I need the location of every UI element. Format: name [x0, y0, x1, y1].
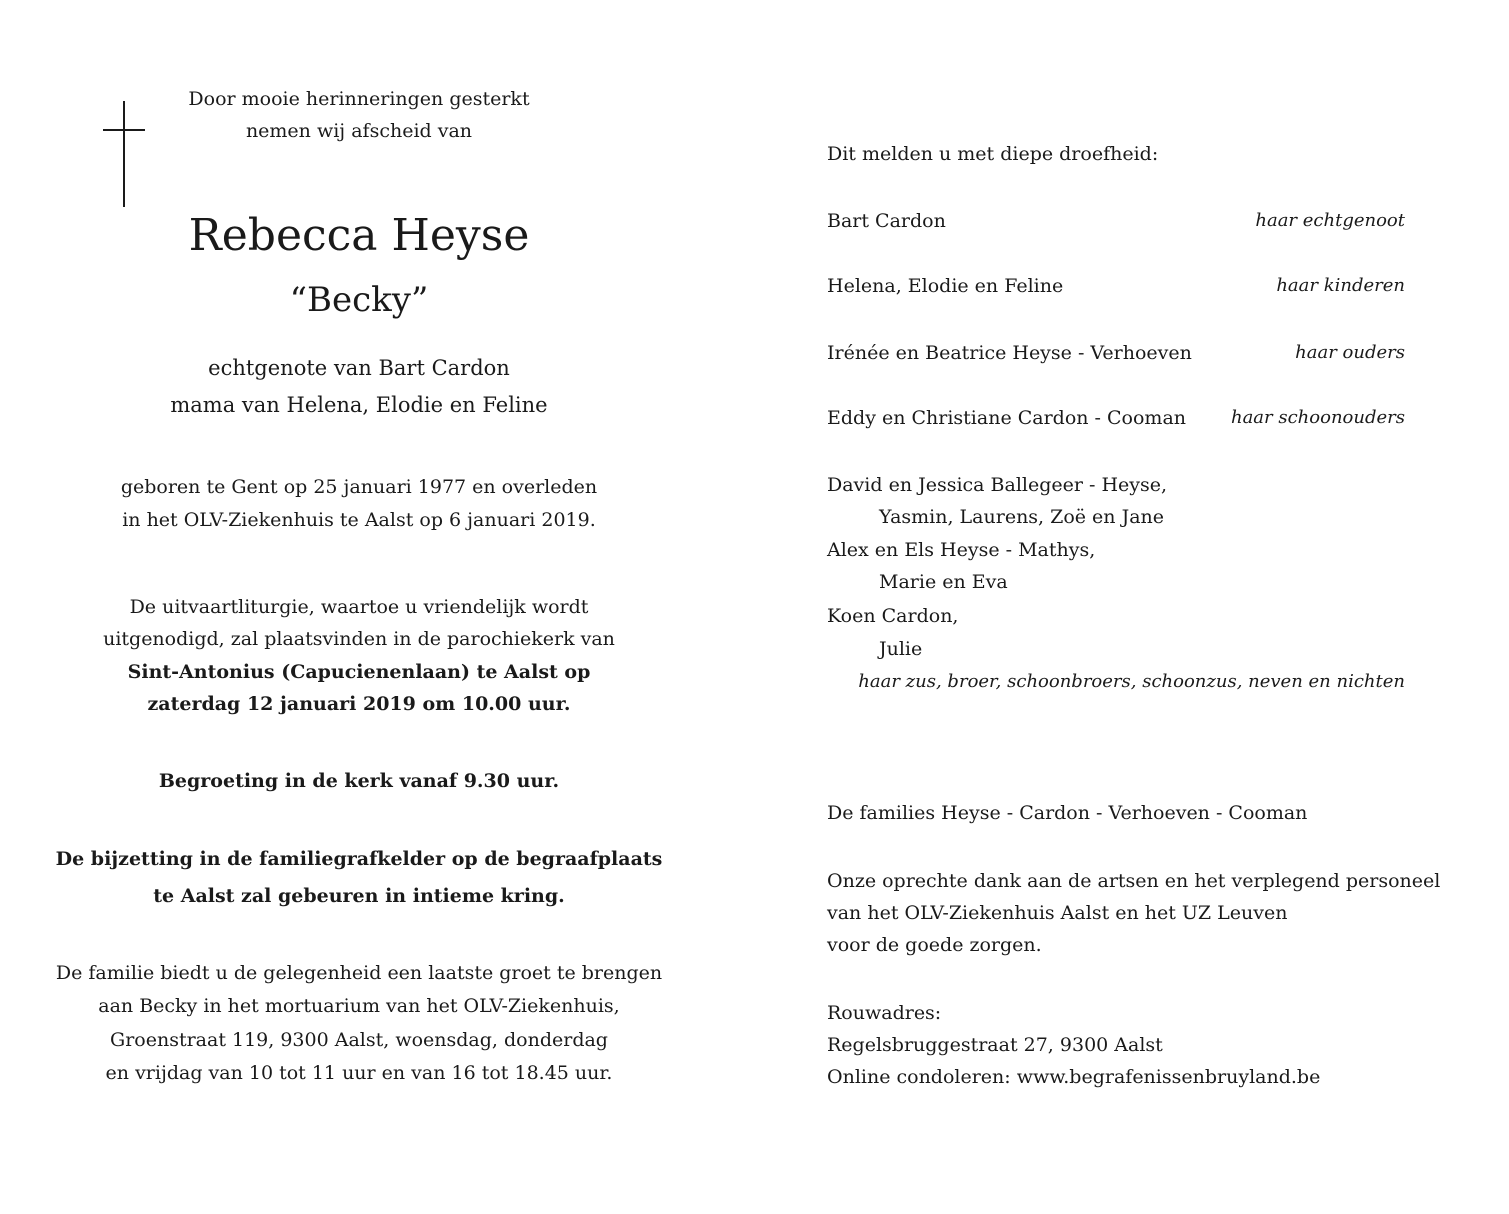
family-name-parents: Irénée en Beatrice Heyse - Verhoeven [827, 342, 1192, 364]
sibling-name: Koen Cardon, [827, 605, 959, 627]
burial-line-1: De bijzetting in de familiegrafkelder op de begraafplaats [55, 848, 663, 870]
siblings-relation: haar zus, broer, schoonbroers, schoonzus, neven en nichten [858, 671, 1405, 692]
relation-spouse: echtgenote van Bart Cardon [208, 356, 510, 380]
families-line: De families Heyse - Cardon - Verhoeven - Cooman [827, 802, 1308, 824]
family-relation-parents: haar ouders [1295, 342, 1405, 363]
sibling-name: David en Jessica Ballegeer - Heyse, [827, 474, 1168, 496]
funeral-church: Sint-Antonius (Capucienenlaan) te Aalst op [127, 661, 591, 683]
funeral-line-1: De uitvaartliturgie, waartoe u vriendelijk wordt [129, 596, 589, 618]
family-relation-spouse: haar echtgenoot [1255, 210, 1405, 231]
visit-line-4: en vrijdag van 10 tot 11 uur en van 16 tot 18.45 uur. [105, 1062, 613, 1084]
address-label: Rouwadres: [827, 1002, 942, 1024]
address-street: Regelsbruggestraat 27, 9300 Aalst [827, 1034, 1163, 1056]
greeting-text: Begroeting in de kerk vanaf 9.30 uur. [158, 770, 560, 792]
relation-children: mama van Helena, Elodie en Feline [170, 393, 548, 417]
funeral-date: zaterdag 12 januari 2019 om 10.00 uur. [147, 693, 571, 715]
thanks-line-1: Onze oprechte dank aan de artsen en het verplegend personeel [827, 870, 1441, 892]
visit-line-1: De familie biedt u de gelegenheid een laatste groet te brengen [55, 962, 663, 984]
family-name-children: Helena, Elodie en Feline [827, 275, 1064, 297]
intro-line-2: nemen wij afscheid van [245, 120, 473, 142]
family-relation-parents-in-law: haar schoonouders [1230, 407, 1405, 428]
sibling-children: Yasmin, Laurens, Zoë en Jane [879, 506, 1164, 528]
announce-heading: Dit melden u met diepe droefheid: [827, 143, 1159, 165]
life-line-2: in het OLV-Ziekenhuis te Aalst op 6 januari 2019. [122, 509, 596, 531]
life-line-1: geboren te Gent op 25 januari 1977 en overleden [120, 476, 598, 498]
online-condolence-link[interactable]: Online condoleren: www.begrafenissenbruyland.be [827, 1066, 1321, 1088]
family-name-spouse: Bart Cardon [827, 210, 946, 232]
deceased-name: Rebecca Heyse [188, 210, 530, 261]
thanks-line-3: voor de goede zorgen. [827, 934, 1042, 956]
intro-line-1: Door mooie herinneringen gesterkt [188, 88, 530, 110]
sibling-name: Alex en Els Heyse - Mathys, [827, 539, 1096, 561]
visit-line-3: Groenstraat 119, 9300 Aalst, woensdag, donderdag [110, 1029, 608, 1051]
funeral-line-2: uitgenodigd, zal plaatsvinden in de parochiekerk van [103, 628, 615, 650]
sibling-children: Julie [879, 638, 923, 660]
family-relation-children: haar kinderen [1276, 275, 1405, 296]
thanks-line-2: van het OLV-Ziekenhuis Aalst en het UZ Leuven [827, 902, 1288, 924]
sibling-children: Marie en Eva [879, 571, 1008, 593]
deceased-nickname: “Becky” [289, 280, 429, 320]
visit-line-2: aan Becky in het mortuarium van het OLV-Ziekenhuis, [98, 995, 620, 1017]
burial-line-2: te Aalst zal gebeuren in intieme kring. [153, 885, 565, 907]
family-name-parents-in-law: Eddy en Christiane Cardon - Cooman [827, 407, 1187, 429]
